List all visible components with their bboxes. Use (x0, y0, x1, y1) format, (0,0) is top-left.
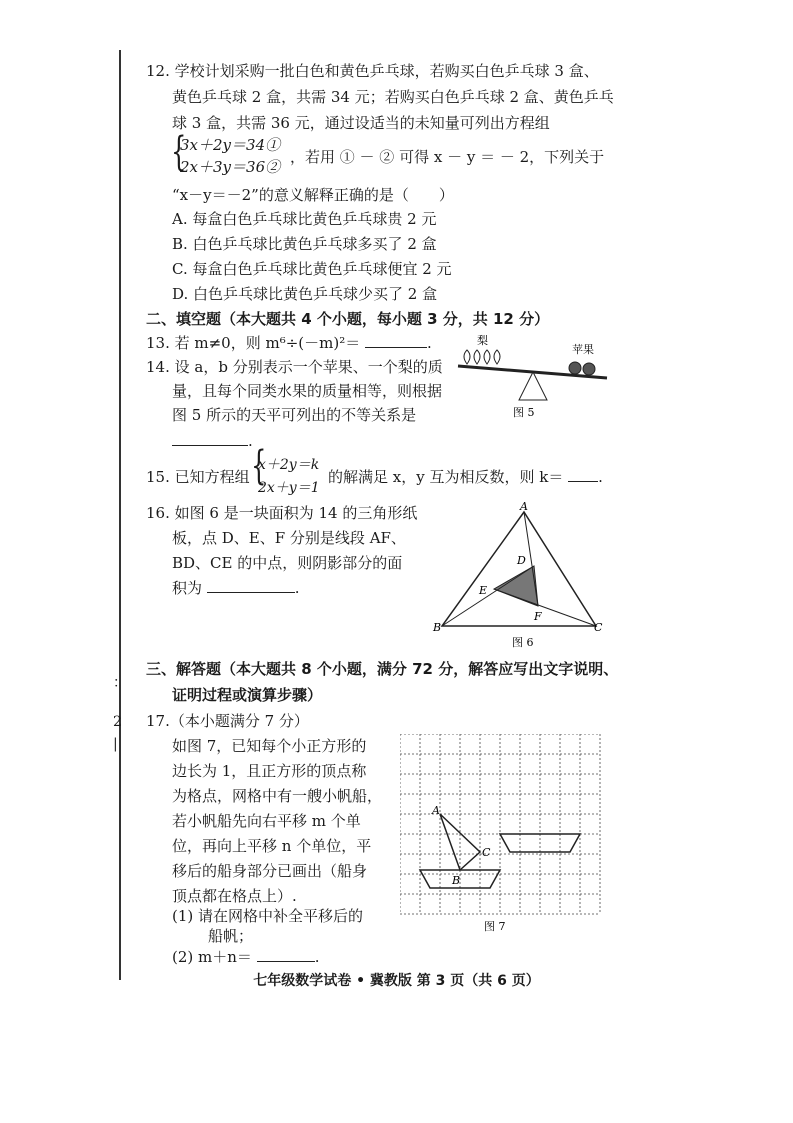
label-f: F (534, 610, 542, 623)
answer-blank (172, 431, 248, 446)
label-b: B (433, 621, 442, 634)
option-b: B. 白色乒乓球比黄色乒乓球多买了 2 盒 (172, 235, 437, 253)
q17-line: 移后的船身部分已画出（船身 (172, 862, 368, 880)
q17-sub1: (1) 请在网格中补全平移后的 (172, 907, 364, 925)
q17-sub2: (2) m＋n＝ (172, 948, 252, 966)
q13-text: 13. 若 m≠0，则 m⁶÷(－m)²＝ (146, 334, 361, 352)
triangle-figure (430, 498, 610, 653)
q16-line: 板，点 D、E、F 分别是线段 AF、 (172, 529, 406, 547)
q12-line: 12. 学校计划采购一批白色和黄色乒乓球，若购买白色乒乓球 3 盒、 (146, 62, 599, 80)
q17-line: 若小帆船先向右平移 m 个单 (172, 812, 361, 830)
q17-sub2-wrap: (2) m＋n＝ . (172, 948, 320, 966)
apples-icon (569, 362, 595, 375)
label-c: C (594, 621, 603, 634)
margin-mark: 2 (113, 714, 122, 730)
scale-fulcrum (519, 372, 547, 400)
answer-blank (365, 333, 427, 348)
equation-1: x＋2y＝k (258, 457, 320, 473)
answer-blank (257, 947, 315, 962)
q17-head: 17.（本小题满分 7 分） (146, 712, 309, 730)
equation-2: 2x＋y＝1 (258, 480, 320, 496)
q15-before: 15. 已知方程组 (146, 468, 250, 486)
q17-line: 如图 7，已知每个小正方形的 (172, 737, 367, 755)
q12-line: 黄色乒乓球 2 盒，共需 34 元；若购买白色乒乓球 2 盒、黄色乒乓 (172, 88, 614, 106)
q12-stem: “x－y＝－2”的意义解释正确的是（ ） (172, 186, 454, 204)
q14-answer-line: . (172, 430, 253, 452)
q16-text: 积为 (172, 579, 203, 597)
q14-line: 量，且每个同类水果的质量相等，则根据 (172, 382, 443, 400)
option-c: C. 每盒白色乒乓球比黄色乒乓球便宜 2 元 (172, 260, 452, 278)
q12-line: ，若用 ① － ② 可得 x － y ＝ － 2，下列关于 (290, 148, 605, 166)
question-13: 13. 若 m≠0，则 m⁶÷(－m)²＝ . (146, 334, 432, 352)
balance-scale-figure (455, 332, 615, 422)
label-b: B (452, 874, 461, 887)
figure-7-caption: 图 7 (484, 920, 506, 933)
apple-label: 苹果 (572, 343, 594, 356)
q17-line: 为格点，网格中有一艘小帆船， (172, 787, 383, 805)
section-heading: 二、填空题（本大题共 4 个小题，每小题 3 分，共 12 分） (146, 310, 550, 328)
grid-figure (400, 734, 610, 934)
q14-line: 14. 设 a，b 分别表示一个苹果、一个梨的质 (146, 358, 443, 376)
q15-after: 的解满足 x，y 互为相反数，则 k＝ (328, 468, 564, 486)
label-d: D (517, 554, 526, 567)
equation-brace: { (171, 129, 187, 175)
q16-line: 16. 如图 6 是一块面积为 14 的三角形纸 (146, 504, 418, 522)
pear-label: 梨 (477, 334, 488, 347)
binding-margin-line (119, 50, 121, 980)
q15-after-wrap: 的解满足 x，y 互为相反数，则 k＝ . (328, 468, 603, 486)
shaded-triangle-def (494, 566, 538, 606)
label-a: A (432, 804, 440, 817)
q17-line: 边长为 1，且正方形的顶点称 (172, 762, 367, 780)
q17-line: 顶点都在格点上）. (172, 887, 297, 905)
q14-line: 图 5 所示的天平可列出的不等关系是 (172, 406, 417, 424)
q16-line: BD、CE 的中点，则阴影部分的面 (172, 554, 403, 572)
label-a: A (520, 500, 528, 513)
pears-icon (464, 350, 500, 364)
q17-line: 位，再向上平移 n 个单位，平 (172, 837, 372, 855)
q12-line: 球 3 盒，共需 36 元，通过设适当的未知量可列出方程组 (172, 114, 550, 132)
answer-blank (568, 467, 598, 482)
equation-brace: { (251, 443, 267, 489)
triangle-abc (442, 512, 596, 626)
answer-blank (207, 578, 295, 593)
q16-line-4: 积为 . (172, 579, 300, 597)
equation-2: 2x＋3y＝36② (180, 158, 281, 176)
equation-1: 3x＋2y＝34① (180, 136, 281, 154)
section-heading: 三、解答题（本大题共 8 个小题，满分 72 分，解答应写出文字说明、 (146, 660, 619, 678)
section-heading-cont: 证明过程或演算步骤） (172, 686, 323, 704)
segment-ce (494, 589, 596, 626)
page-footer: 七年级数学试卷 • 冀教版 第 3 页（共 6 页） (253, 973, 540, 989)
figure-5-caption: 图 5 (513, 406, 535, 419)
option-d: D. 白色乒乓球比黄色乒乓球少买了 2 盒 (172, 285, 438, 303)
figure-6-caption: 图 6 (512, 636, 534, 649)
label-e: E (479, 584, 488, 597)
margin-mark: ： (113, 675, 127, 691)
option-a: A. 每盒白色乒乓球比黄色乒乓球贵 2 元 (172, 210, 437, 228)
margin-mark: | (113, 736, 118, 752)
q17-sub1-cont: 船帆； (208, 927, 254, 945)
label-c: C (482, 846, 491, 859)
